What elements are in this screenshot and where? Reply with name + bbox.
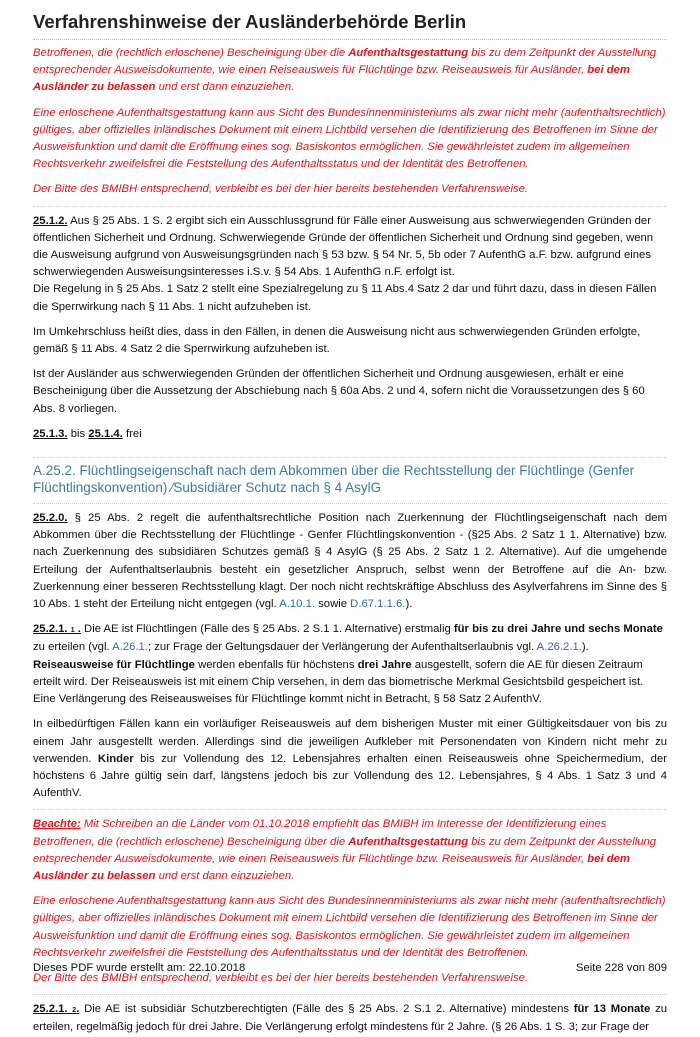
link-a-10-1[interactable]: A.10.1. <box>279 598 315 611</box>
text-run: zu erteilen (vgl. <box>33 641 113 654</box>
ref-subscript: 1 <box>70 627 75 635</box>
section-25-2-0 <box>33 503 667 802</box>
section-25-1-2 <box>33 206 667 443</box>
heading-line: A.25.2. Flüchtlingseigenschaft nach dem Abkommen über die Rechtsstellung der Flüchtlinge (Genfer <box>33 463 635 479</box>
text-run: Betroffenen, die (rechtlich erloschene) Bescheinigung über die <box>33 47 349 59</box>
section-ref: 25.1.2. <box>33 214 68 227</box>
section-ref: 25.1.3. <box>33 427 68 440</box>
paragraph-eilbeduerftig <box>33 716 667 802</box>
text-run: ). <box>581 641 589 654</box>
text-run: zu erteilen, regelmäßig jedoch für drei Jahre. Die Verlängerung erfolgt mindestens für 2 Jahre. (§ 26 Abs. 1 S. 3; zur Frage der <box>33 1003 667 1034</box>
text-run: bis zu dem Zeitpunkt der Ausstellung entsprechender Ausweisdokumente, wie einen Reiseausweis für Flüchtlinge bzw. Reiseausweis für Ausländer, <box>33 47 657 77</box>
paragraph-25-2-1-2 <box>33 1001 667 1036</box>
section-ref: 25.1.4. <box>88 427 123 440</box>
bold-text: bei dem Ausländer zu belassen <box>33 64 630 94</box>
ref-subscript: 2 <box>72 1007 77 1015</box>
intro-paragraph-1 <box>33 45 667 97</box>
section-heading-a-25-2 <box>33 457 667 496</box>
text-run: ausgestellt, sofern die AE für diesen Zeitraum erteilt wird. Der Reiseausweis ist mit einem Chip versehen, in dem das biometrische Merkmal Gesichtsbild gespeichert ist. Eine Verlängerung des Reiseausweises für Flüchtlinge kommt nicht in Betracht, § 58 Satz 2 AufenthV. <box>33 658 644 706</box>
text-run: In eilbedürftigen Fällen kann ein vorläufiger Reiseausweis auf dem bisherigen Muster mit einer Gültigkeitsdauer von bis zu einem Jahr ausgestellt werden. Allerdings sind die jeweiligen Aufkleber mit Personendaten von Kindern nicht mehr zu verwenden. <box>33 718 667 765</box>
beachte-paragraph-1 <box>33 816 667 885</box>
bold-text: Aufenthaltsgestattung <box>348 835 469 848</box>
paragraph-25-2-1-1 <box>33 621 667 708</box>
bold-text: Kinder <box>97 752 134 765</box>
text-run: Die AE ist subsidiär Schutzberechtigten (Fälle des § 25 Abs. 2 S.1 2. Alternative) mindestens <box>79 1003 574 1016</box>
text-run: bis zur Vollendung des 12. Lebensjahres erhalten einen Reiseausweis ohne Speichermedium, der höchstens 6 Jahre gültig sein darf, längstens jedoch bis zur Vollendung des 12. Lebensjahres, § 4 Abs. 1 Satz 3 und 4 AufenthV. <box>33 752 667 800</box>
text-run: § 25 Abs. 2 regelt die aufenthaltsrechtliche Position nach Zuerkennung der Flüchtlingseigenschaft nach dem Abkommen über die Rechtsstellung der Flüchtlinge - Genfer Flüchtlingskonvention - (§25 Abs. 2 Satz 1 1. Alternative) bzw. nach Zuerkennung des subsidiären Schutzes gemäß § 4 AsylG (§ 25 Abs. 2 Satz 1 2. Alternative). Auf die umgehende Erteilung der Aufenthaltserlaubnis besteht ein gesetzlicher Anspruch, selbst wenn der Betroffene auf die An- bzw. Zuerkennung einer besseren Rechtsstellung klagt. Der noch nicht rechtskräftige Abschluss des Asylverfahrens im Sinne des § 10 Abs. 1 steht der Erteilung nicht entgegen (vgl. <box>33 512 667 611</box>
text-run: Aus § 25 Abs. 1 S. 2 ergibt sich ein Ausschlussgrund für Fälle einer Ausweisung aus schwerwiegenden Gründen der öffentlichen Sicherheit und Ordnung. Schwerwiegende Gründe der öffentlichen Sicherheit und Ordnung sind gegeben, wenn die Ausweisung aufgrund von Ausweisungsgründen nach § 53 bzw. § 54 Nr. 5, 5b oder 7 AufenthG a.F. bzw. aufgrund eines schwerwiegenden Ausweisungsinteresses i.S.v. § 54 Abs. 1 AufenthG n.F. erfolgt ist. <box>33 214 654 279</box>
link-a-26-1[interactable]: A.26.1. <box>112 641 148 654</box>
bold-text: für 13 Monate <box>573 1003 651 1016</box>
section-ref: 25.2.1. 2. <box>33 1003 80 1016</box>
text-run: Mit Schreiben an die Länder vom 01.10.2018 empfiehlt das BMIBH im Interesse der Identifizierung eines Betroffenen, die (rechtlich erloschene) Bescheinigung über die <box>33 818 607 848</box>
text-run: werden ebenfalls für höchstens <box>194 658 358 671</box>
paragraph-frei <box>33 426 667 443</box>
paragraph-25-1-2 <box>33 213 667 282</box>
text-run: ). <box>405 598 413 611</box>
beachte-paragraph-3: Der Bitte des BMIBH entsprechend, verbleibt es bei der hier bereits bestehenden Verfahrensweise. <box>33 971 529 984</box>
intro-paragraph-3: Der Bitte des BMIBH entsprechend, verbleibt es bei der hier bereits bestehenden Verfahrensweise. <box>33 183 529 196</box>
link-a-26-2-1[interactable]: A.26.2.1. <box>536 641 582 654</box>
text-run: bis zu dem Zeitpunkt der Ausstellung entsprechender Ausweisdokumente, wie einen Reiseausweis für Flüchtlinge bzw. Reiseausweis für Ausländer, <box>33 835 657 865</box>
page-footer <box>33 962 667 974</box>
text-run: ; zur Frage der Geltungsdauer der Verlängerung der Aufenthaltserlaubnis vgl. <box>147 641 537 654</box>
section-25-2-1-2 <box>33 994 667 1036</box>
text-run: sowie <box>315 598 351 611</box>
paragraph-auslaender-ausgewiesen: Ist der Ausländer aus schwerwiegenden Gründen der öffentlichen Sicherheit und Ordnung ausgewiesen, erhält er eine Bescheinigung über die Aussetzung der Abschiebung nach § 60a Abs. 2 und 4, sofern nicht die Voraussetzungen des § 60 Abs. 8 vorliegen. <box>33 368 645 415</box>
text-run: und erst dann einzuziehen. <box>155 869 295 882</box>
footer-page-number: Seite 228 von 809 <box>575 962 667 974</box>
footer-created-date: Dieses PDF wurde erstellt am: 22.10.2018 <box>33 962 246 974</box>
link-d-67-1-1-6[interactable]: D.67.1.1.6. <box>350 598 406 611</box>
bold-text: Reiseausweise für Flüchtlinge <box>33 658 195 671</box>
paragraph-25-1-2-b: Die Regelung in § 25 Abs. 1 Satz 2 stellt eine Spezialregelung zu § 11 Abs.4 Satz 2 dar und führt dazu, dass in diesen Fällen die Sperrwirkung nach § 11 Abs. 1 nicht aufzuheben ist. <box>33 283 657 313</box>
document-page <box>33 10 667 1037</box>
intro-paragraph-2: Eine erloschene Aufenthaltsgestattung kann aus Sicht des Bundesinnenministeriums als zwar nicht mehr (aufenthaltsrechtlich) gültiges, aber offizielles inländisches Dokument mit einem Lichtbild versehen die Identifizierung des Betroffenen im Sinne der Ausweisfunktion und damit die Eröffnung eines sog. Basiskontos ermöglichen. Sie gewährleistet zudem im allgemeinen Rechtsverkehr zweifelsfrei die Feststellung des Aufenthaltsstatus und der Identität des Betroffenen. <box>33 106 666 171</box>
bold-text: Aufenthaltsgestattung <box>348 47 469 59</box>
section-ref: 25.2.1. 1 . <box>33 623 81 636</box>
page-title: Verfahrenshinweise der Ausländerbehörde Berlin <box>33 10 667 40</box>
ref-number: 25.2.1. <box>33 623 68 636</box>
beachte-label: Beachte: <box>33 818 81 831</box>
text-run: Die AE ist Flüchtlingen (Fälle des § 25 Abs. 2 S.1 1. Alternative) erstmalig <box>80 623 454 636</box>
bold-text: drei Jahre <box>357 658 412 671</box>
section-ref: 25.2.0. <box>33 512 68 525</box>
bold-text: für bis zu drei Jahre und sechs Monate <box>453 623 663 636</box>
beachte-block <box>33 809 667 987</box>
ref-number: 25.2.1. <box>33 1003 68 1016</box>
text-run: und erst dann einzuziehen. <box>155 81 295 94</box>
bold-text: bei dem Ausländer zu belassen <box>33 852 630 882</box>
heading-line: Flüchtlingskonvention) ⁄Subsidiärer Schutz nach § 4 AsylG <box>33 480 382 496</box>
paragraph-25-2-0 <box>33 510 667 613</box>
beachte-paragraph-2: Eine erloschene Aufenthaltsgestattung kann aus Sicht des Bundesinnenministeriums als zwar nicht mehr (aufenthaltsrechtlich) gültiges, aber offizielles inländisches Dokument mit einem Lichtbild versehen die Identifizierung des Betroffenen im Sinne der Ausweisfunktion und damit die Eröffnung eines sog. Basiskontos ermöglichen. Sie gewährleistet zudem im allgemeinen Rechtsverkehr zweifelsfrei die Feststellung des Aufenthaltsstatus und der Identität des Betroffenen. <box>33 895 666 959</box>
paragraph-umkehrschluss: Im Umkehrschluss heißt dies, dass in den Fällen, in denen die Ausweisung nicht aus schwerwiegenden Gründen erfolgte, gemäß § 11 Abs. 4 Satz 2 die Sperrwirkung aufzuheben ist. <box>33 325 641 356</box>
text-run: frei <box>122 427 142 440</box>
text-run: bis <box>67 427 89 440</box>
